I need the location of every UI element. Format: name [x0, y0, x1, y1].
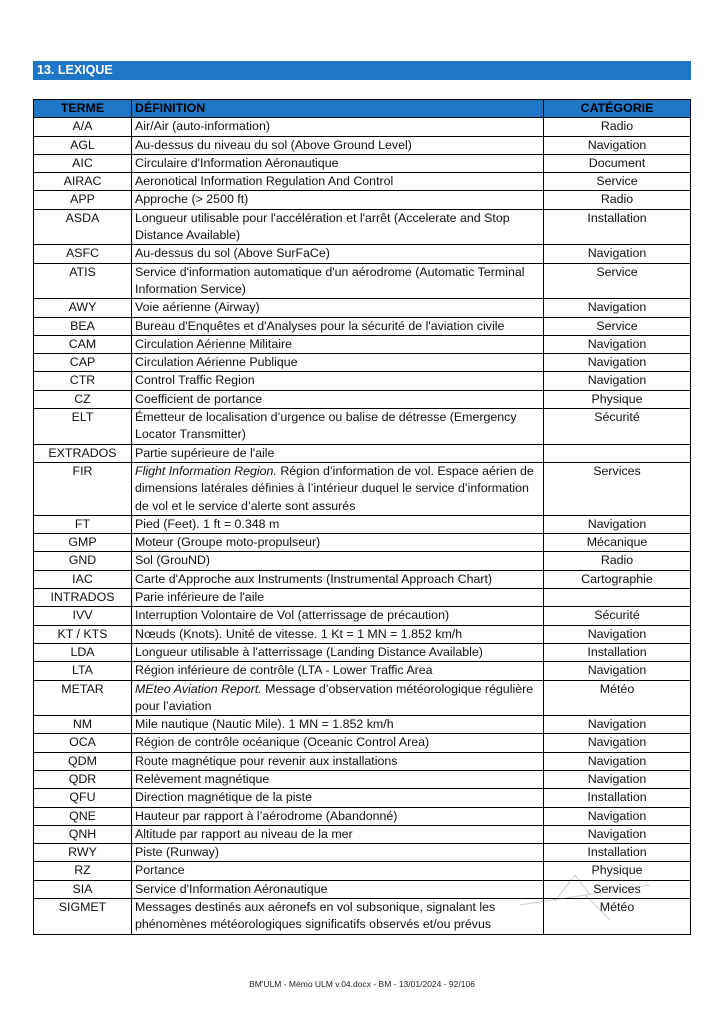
term-cell: FIR	[34, 462, 132, 515]
category-cell: Physique	[544, 390, 691, 408]
category-cell: Sécurité	[544, 607, 691, 625]
table-row	[34, 844, 691, 862]
table-row	[34, 789, 691, 807]
term-cell: BEA	[34, 317, 132, 335]
table-row	[34, 136, 691, 154]
category-cell: Navigation	[544, 515, 691, 533]
term-cell: ELT	[34, 409, 132, 445]
term-cell: METAR	[34, 680, 132, 716]
category-cell: Services	[544, 462, 691, 515]
definition-cell	[132, 680, 544, 716]
term-cell: NM	[34, 716, 132, 734]
table-row	[34, 589, 691, 607]
term-cell: FT	[34, 515, 132, 533]
category-cell: Radio	[544, 552, 691, 570]
term-cell: QNE	[34, 807, 132, 825]
table-row	[34, 716, 691, 734]
table-row	[34, 444, 691, 462]
header-definition: DÉFINITION	[132, 100, 544, 118]
term-cell: LTA	[34, 662, 132, 680]
table-row	[34, 662, 691, 680]
term-cell: SIA	[34, 880, 132, 898]
definition-cell: Relèvement magnétique	[132, 770, 544, 788]
term-cell: CTR	[34, 372, 132, 390]
term-cell: CAM	[34, 335, 132, 353]
term-cell: ASDA	[34, 209, 132, 245]
table-row	[34, 680, 691, 716]
definition-cell: Région de contrôle océanique (Oceanic Control Area)	[132, 734, 544, 752]
definition-cell: Carte d'Approche aux Instruments (Instrumental Approach Chart)	[132, 570, 544, 588]
table-row	[34, 807, 691, 825]
term-cell: AGL	[34, 136, 132, 154]
term-cell: AWY	[34, 299, 132, 317]
category-cell: Navigation	[544, 825, 691, 843]
definition-cell: Approche (> 2500 ft)	[132, 191, 544, 209]
table-row	[34, 625, 691, 643]
table-header-row	[34, 100, 691, 118]
category-cell: Installation	[544, 789, 691, 807]
definition-italic: MEteo Aviation Report.	[135, 681, 262, 696]
term-cell: RZ	[34, 862, 132, 880]
table-row	[34, 607, 691, 625]
category-cell: Service	[544, 263, 691, 299]
category-cell	[544, 589, 691, 607]
definition-cell: Longueur utilisable pour l'accélération et l'arrêt (Accelerate and Stop Distance Available)	[132, 209, 544, 245]
term-cell: QDR	[34, 770, 132, 788]
term-cell: LDA	[34, 643, 132, 661]
table-row	[34, 118, 691, 136]
definition-cell: Interruption Volontaire de Vol (atterrissage de précaution)	[132, 607, 544, 625]
table-row	[34, 299, 691, 317]
table-row	[34, 335, 691, 353]
definition-cell: Moteur (Groupe moto-propulseur)	[132, 534, 544, 552]
term-cell: CZ	[34, 390, 132, 408]
table-row	[34, 191, 691, 209]
table-row	[34, 643, 691, 661]
term-cell: IAC	[34, 570, 132, 588]
category-cell: Service	[544, 317, 691, 335]
section-title: 13. LEXIQUE	[33, 61, 691, 80]
definition-cell: Nœuds (Knots). Unité de vitesse. 1 Kt = 1 MN = 1.852 km/h	[132, 625, 544, 643]
definition-cell: Parie inférieure de l'aile	[132, 589, 544, 607]
term-cell: RWY	[34, 844, 132, 862]
definition-cell: Piste (Runway)	[132, 844, 544, 862]
definition-cell: Portance	[132, 862, 544, 880]
definition-cell: Circulation Aérienne Militaire	[132, 335, 544, 353]
category-cell: Navigation	[544, 716, 691, 734]
category-cell: Navigation	[544, 807, 691, 825]
term-cell: AIC	[34, 154, 132, 172]
category-cell: Services	[544, 880, 691, 898]
table-row	[34, 209, 691, 245]
term-cell: GND	[34, 552, 132, 570]
definition-cell: Altitude par rapport au niveau de la mer	[132, 825, 544, 843]
category-cell: Document	[544, 154, 691, 172]
definition-cell: Control Traffic Region	[132, 372, 544, 390]
category-cell: Service	[544, 173, 691, 191]
term-cell: AIRAC	[34, 173, 132, 191]
term-cell: GMP	[34, 534, 132, 552]
definition-text: Message d’observation météorologique régulière pour l’aviation	[135, 681, 534, 713]
category-cell: Navigation	[544, 299, 691, 317]
table-row	[34, 354, 691, 372]
table-row	[34, 263, 691, 299]
category-cell: Navigation	[544, 770, 691, 788]
category-cell: Météo	[544, 680, 691, 716]
table-row	[34, 317, 691, 335]
term-cell: ASFC	[34, 245, 132, 263]
definition-cell: Messages destinés aux aéronefs en vol subsonique, signalant les phénomènes météorologiques significatifs observés et/ou prévus	[132, 899, 544, 935]
definition-cell: Sol (GrouND)	[132, 552, 544, 570]
definition-cell: Aeronotical Information Regulation And Control	[132, 173, 544, 191]
definition-cell: Émetteur de localisation d’urgence ou balise de détresse (Emergency Locator Transmitter)	[132, 409, 544, 445]
category-cell: Navigation	[544, 136, 691, 154]
table-row	[34, 752, 691, 770]
page-footer: BM'ULM - Mémo ULM v.04.docx - BM - 13/01/2024 - 92/106	[249, 979, 475, 989]
term-cell: INTRADOS	[34, 589, 132, 607]
definition-cell: Mile nautique (Nautic Mile). 1 MN = 1.852 km/h	[132, 716, 544, 734]
table-row	[34, 770, 691, 788]
aircraft-watermark-icon	[515, 865, 655, 925]
term-cell: QNH	[34, 825, 132, 843]
category-cell: Navigation	[544, 245, 691, 263]
definition-cell: Partie supérieure de l'aile	[132, 444, 544, 462]
term-cell: KT / KTS	[34, 625, 132, 643]
term-cell: ATIS	[34, 263, 132, 299]
header-term: TERME	[34, 100, 132, 118]
category-cell: Sécurité	[544, 409, 691, 445]
category-cell: Installation	[544, 844, 691, 862]
category-cell: Navigation	[544, 752, 691, 770]
definition-cell: Circulation Aérienne Publique	[132, 354, 544, 372]
table-row	[34, 372, 691, 390]
term-cell: QFU	[34, 789, 132, 807]
category-cell: Physique	[544, 862, 691, 880]
category-cell: Navigation	[544, 662, 691, 680]
definition-cell: Coefficient de portance	[132, 390, 544, 408]
term-cell: EXTRADOS	[34, 444, 132, 462]
category-cell: Navigation	[544, 354, 691, 372]
definition-cell: Voie aérienne (Airway)	[132, 299, 544, 317]
category-cell: Mécanique	[544, 534, 691, 552]
table-row	[34, 825, 691, 843]
table-row	[34, 154, 691, 172]
category-cell: Radio	[544, 191, 691, 209]
term-cell: A/A	[34, 118, 132, 136]
definition-cell: Pied (Feet). 1 ft = 0.348 m	[132, 515, 544, 533]
definition-text: Région d’information de vol. Espace aérien de dimensions latérales définies à l’intérieur duquel le service d’information de vol et le service d’alerte sont assurés	[135, 463, 534, 513]
category-cell: Installation	[544, 209, 691, 245]
definition-cell: Service d'Information Aéronautique	[132, 880, 544, 898]
table-row	[34, 173, 691, 191]
definition-italic: Flight Information Region.	[135, 463, 277, 478]
header-category: CATÉGORIE	[544, 100, 691, 118]
table-row	[34, 245, 691, 263]
category-cell: Navigation	[544, 625, 691, 643]
category-cell: Installation	[544, 643, 691, 661]
table-row	[34, 552, 691, 570]
category-cell	[544, 444, 691, 462]
term-cell: APP	[34, 191, 132, 209]
definition-cell: Service d'information automatique d'un aérodrome (Automatic Terminal Information Service)	[132, 263, 544, 299]
category-cell: Cartographie	[544, 570, 691, 588]
definition-cell: Direction magnétique de la piste	[132, 789, 544, 807]
table-row	[34, 534, 691, 552]
table-row	[34, 515, 691, 533]
category-cell: Navigation	[544, 335, 691, 353]
category-cell: Navigation	[544, 372, 691, 390]
definition-cell: Région inférieure de contrôle (LTA - Lower Traffic Area	[132, 662, 544, 680]
definition-cell: Bureau d'Enquêtes et d'Analyses pour la sécurité de l'aviation civile	[132, 317, 544, 335]
category-cell: Météo	[544, 899, 691, 935]
definition-cell: Circulaire d'Information Aéronautique	[132, 154, 544, 172]
table-row	[34, 462, 691, 515]
category-cell: Radio	[544, 118, 691, 136]
term-cell: IVV	[34, 607, 132, 625]
table-body	[34, 118, 691, 934]
definition-cell: Route magnétique pour revenir aux installations	[132, 752, 544, 770]
term-cell: CAP	[34, 354, 132, 372]
definition-cell	[132, 462, 544, 515]
definition-cell: Au-dessus du niveau du sol (Above Ground Level)	[132, 136, 544, 154]
term-cell: QDM	[34, 752, 132, 770]
definition-cell: Air/Air (auto-information)	[132, 118, 544, 136]
term-cell: OCA	[34, 734, 132, 752]
term-cell: SIGMET	[34, 899, 132, 935]
category-cell: Navigation	[544, 734, 691, 752]
lexicon-table	[33, 99, 691, 935]
table-row	[34, 409, 691, 445]
table-row	[34, 570, 691, 588]
definition-cell: Longueur utilisable à l'atterrissage (Landing Distance Available)	[132, 643, 544, 661]
definition-cell: Au-dessus du sol (Above SurFaCe)	[132, 245, 544, 263]
table-row	[34, 390, 691, 408]
table-row	[34, 734, 691, 752]
definition-cell: Hauteur par rapport à l’aérodrome (Abandonné)	[132, 807, 544, 825]
